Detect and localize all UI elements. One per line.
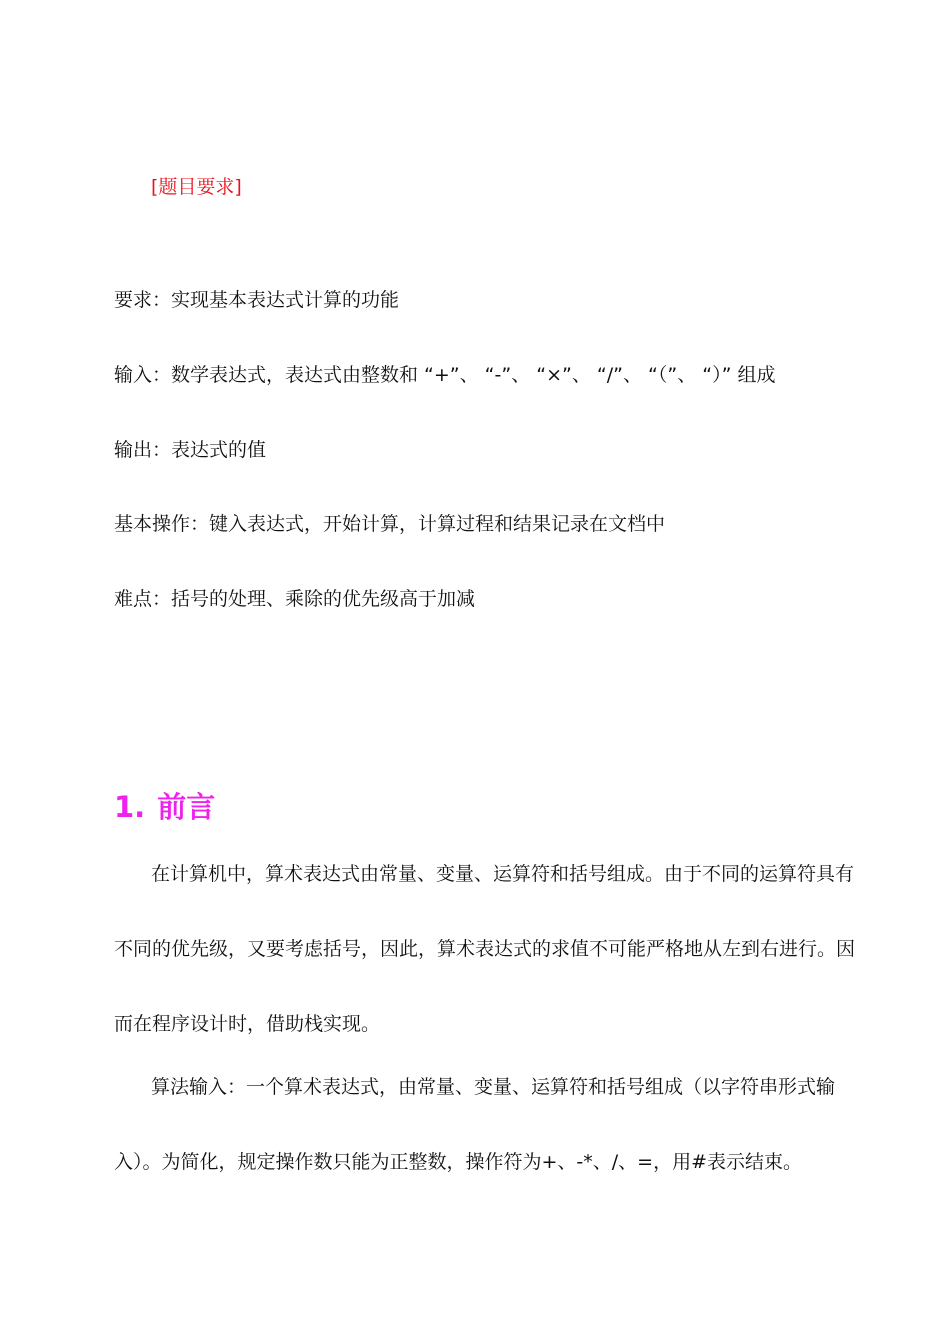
paragraph-1-line-2: 不同的优先级，又要考虑括号，因此，算术表达式的求值不可能严格地从左到右进行。因 [114,938,856,960]
paragraph-2-line-1: 算法输入：一个算术表达式，由常量、变量、运算符和括号组成（以字符串形式输 [151,1076,836,1098]
input-line: 输入：数学表达式，表达式由整数和 “+”、 “-”、 “×”、 “/”、 “（”、 “）” 组成 [114,364,776,386]
output-line: 输出：表达式的值 [114,439,267,461]
paragraph-2-line-2: 入）。为简化，规定操作数只能为正整数，操作符为+、-*、/、=，用#表示结束。 [114,1151,803,1173]
paragraph-1-line-1: 在计算机中，算术表达式由常量、变量、运算符和括号组成。由于不同的运算符具有 [151,863,855,885]
requirement-title: [题目要求] [151,176,242,198]
paragraph-1-line-3: 而在程序设计时，借助栈实现。 [114,1013,381,1035]
section-number: 1. [114,790,146,824]
section-heading [114,788,215,826]
requirement-line: 要求：实现基本表达式计算的功能 [114,289,400,311]
basic-operation-line: 基本操作：键入表达式，开始计算，计算过程和结果记录在文档中 [114,513,666,535]
section-title: 前言 [157,790,216,824]
difficulty-line: 难点：括号的处理、乘除的优先级高于加减 [114,588,476,610]
